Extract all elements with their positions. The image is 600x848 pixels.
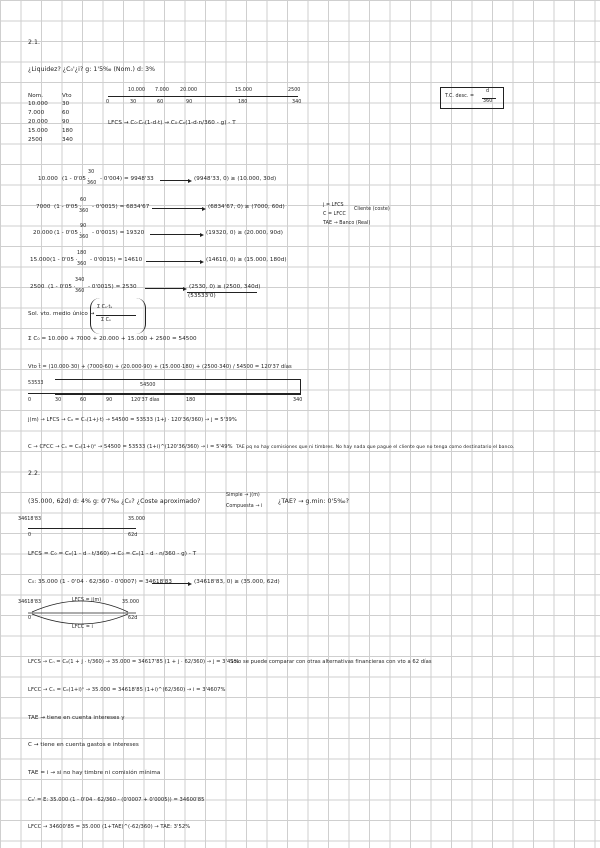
vto-medio-formula: Σ Cₛ·tₛ Σ Cₛ [90,298,146,334]
timeline-top-label: 15.000 [235,88,253,93]
brace-top: Simple → j(m) [226,493,260,498]
c-line: C → CFCC → Cₙ = C₀(1+i)ⁿ → 54500 = 53533 (1+i)^(120'36/360) → i = 5'49% [28,444,233,450]
table-cell: 60 [62,110,70,116]
lfcc-line: LFCC → Cₙ = C₀(1+i)ⁿ → 35.000 = 34618'85 (1+i)^(62/360) → i = 3'4607% [28,687,226,693]
exercise-question: (35.000, 62d) d: 4% g: 0'7‰ ¿C₀? ¿Coste aproximado? [28,498,201,505]
table-header-vto: Vto [62,93,72,99]
timeline-bottom-label: 90 [186,100,193,105]
vto-formula: Vto t̄ = (10.000·30) + (7000·60) + (20.000·90) + (15.000·180) + (2500·340) / 54500 = 120'37 días [28,364,292,370]
c0-result: (34618'83, 0) ≥ (35.000, 62d) [194,579,280,585]
sum-total: (53533'0) [188,293,216,299]
c0-calc: C₀: 35.000 (1 - 0'04 · 62/360 - 0'0007) = 34618'83 [28,579,172,585]
lfcs-line: LFCS → Cₙ = C₀(1 + j · t/360) → 35.000 = 34617'85 (1 + j · 62/360) → j = 3'41% [28,659,239,665]
table-cell: 90 [62,119,70,125]
box-numerator: d [486,89,490,94]
tae-i-line: TAE = i → si no hay timbre ni comisión mínima [28,770,161,776]
c-line-note: TAE pq no hay comisiones que ni timbres. No hay nada que pague el cliente que no tenga como destinatario el banco. [236,445,515,450]
exercise-number: 2.2. [28,470,41,477]
exercise-question: ¿Liquidez? ¿C₀'¿i? g: 1'5‰ (Nom.) d: 3% [28,66,156,73]
vto-medio-label: Sol. vto. medio único → [28,311,95,317]
timeline-bottom-label: 340 [292,100,302,105]
tae-line: TAE → tiene en cuenta intereses y [28,715,125,721]
tae-note: ¿TAE? → g.min: 0'5‰? [278,498,349,505]
timeline-bottom-label: 180 [238,100,248,105]
table-cell: 15.000 [28,128,48,134]
lfcs-formula-2: LFCS = C₀ = Cₙ(1 - d · t/360) → C₀ = Cₙ(1 - d · n/360 - g) - T [28,551,197,557]
exercise-number: 2.1. [28,39,41,46]
table-cell: 7.000 [28,110,45,116]
timeline-top-label: 2500 [288,88,301,93]
box-denominator: 360 [483,99,493,104]
table-cell: 20.000 [28,119,48,125]
table-cell: 10.000 [28,101,48,107]
timeline-top-label: 7.000 [155,88,169,93]
timeline-top-label: 10.000 [128,88,146,93]
c0-prime: C₀' = E: 35.000 (1 - 0'04 · 62/360 - (0'0007 + 0'0005)) = 34600'85 [28,797,205,803]
lfcs-formula: LFCS → C₀·Cₙ(1-d·t) → C₀·Cₙ(1-d·n/360 - g) - T [108,120,236,126]
timeline-bottom-label: 0 [106,100,110,105]
box-label: T.C. desc. = [445,94,475,99]
j-line: j(m) → LFCS → C₀ = Cₙ(1+j·t) → 54500 = 53533 (1+j · 120'36/360) → j = 5'39% [28,417,237,423]
table-cell: 180 [62,128,73,134]
timeline-bottom-label: 60 [157,100,164,105]
sum-sigma: Σ C₀ = 10.000 + 7000 + 20.000 + 15.000 + 2500 = 54500 [28,336,197,342]
table-header-nom: Nom. [28,93,44,99]
lfcs-note: Solo se puede comparar con otras alternativas financieras con vto a 62 días [230,659,432,665]
brace-bottom: Compuesta → i [226,504,263,509]
table-cell: 2500 [28,137,43,143]
table-cell: 30 [62,101,70,107]
c-line-2: C → tiene en cuenta gastos e intereses [28,742,139,748]
table-cell: 340 [62,137,73,143]
timeline-top-label: 20.000 [180,88,198,93]
lfcc-final: LFCC → 34600'85 = 35.000 (1+TAE)^(-62/360) → TAE: 3'52% [28,824,191,830]
timeline-bottom-label: 30 [130,100,137,105]
